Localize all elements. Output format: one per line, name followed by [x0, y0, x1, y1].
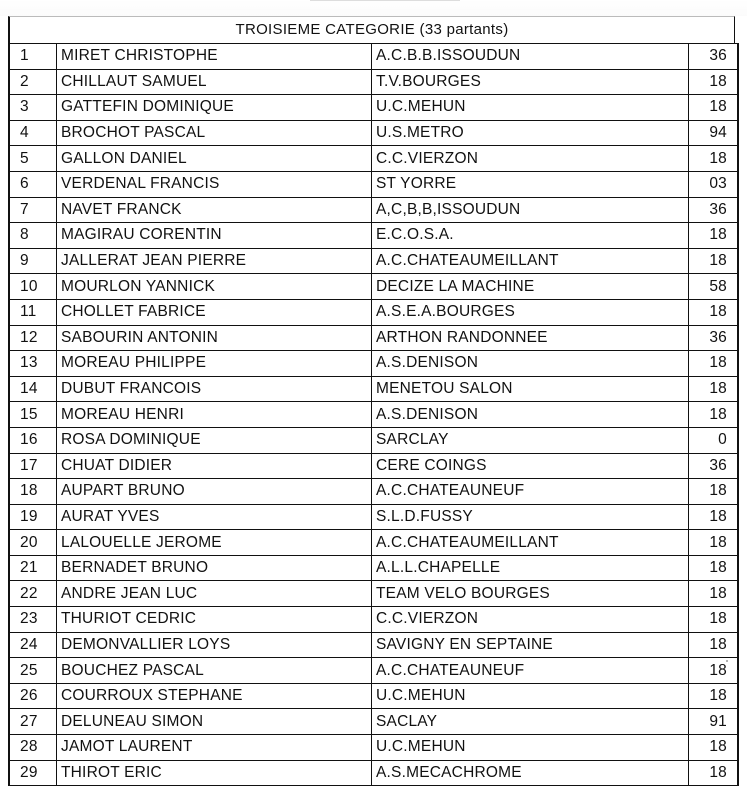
rank-cell: 27 — [9, 709, 57, 735]
rider-name-cell: GALLON DANIEL — [57, 146, 372, 172]
rider-name-cell: MIRET CHRISTOPHE — [57, 44, 372, 70]
rank-cell: 10 — [9, 274, 57, 300]
club-cell: A.C.CHATEAUMEILLANT — [372, 530, 689, 556]
club-cell: ST YORRE — [372, 171, 689, 197]
rank-cell: 9 — [9, 248, 57, 274]
scan-margin — [0, 0, 747, 16]
rank-cell: 25 — [9, 658, 57, 684]
rank-cell: 13 — [9, 351, 57, 377]
department-cell: 0 — [689, 427, 739, 453]
department-cell: 36 — [689, 44, 739, 70]
rider-name-cell: COURROUX STEPHANE — [57, 683, 372, 709]
department-cell: 18 — [689, 223, 739, 249]
department-cell: 18 — [689, 555, 739, 581]
department-cell: 36 — [689, 325, 739, 351]
club-cell: A.C.CHATEAUNEUF — [372, 658, 689, 684]
rank-cell: 3 — [9, 95, 57, 121]
rider-name-cell: AUPART BRUNO — [57, 479, 372, 505]
table-row — [9, 69, 738, 95]
rider-name-cell: BERNADET BRUNO — [57, 555, 372, 581]
department-cell: 91 — [689, 709, 739, 735]
department-cell: 58 — [689, 274, 739, 300]
department-cell: 18 — [689, 376, 739, 402]
rider-name-cell: CHUAT DIDIER — [57, 453, 372, 479]
rider-name-cell: CHILLAUT SAMUEL — [57, 69, 372, 95]
table-row — [9, 555, 738, 581]
rank-cell: 14 — [9, 376, 57, 402]
rank-cell: 24 — [9, 632, 57, 658]
rank-cell: 2 — [9, 69, 57, 95]
rank-cell: 7 — [9, 197, 57, 223]
club-cell: C.C.VIERZON — [372, 607, 689, 633]
department-cell: 18 — [689, 683, 739, 709]
club-cell: A.S.MECACHROME — [372, 760, 689, 786]
table-row — [9, 504, 738, 530]
rider-name-cell: THIROT ERIC — [57, 760, 372, 786]
table-row — [9, 658, 738, 684]
department-cell: 18 — [689, 607, 739, 633]
department-cell: 18 — [689, 504, 739, 530]
club-cell: A.S.DENISON — [372, 402, 689, 428]
club-cell: T.V.BOURGES — [372, 69, 689, 95]
club-cell: MENETOU SALON — [372, 376, 689, 402]
club-cell: A.C.B.B.ISSOUDUN — [372, 44, 689, 70]
table-row — [9, 376, 738, 402]
table-row — [9, 299, 738, 325]
rider-name-cell: THURIOT CEDRIC — [57, 607, 372, 633]
club-cell: U.C.MEHUN — [372, 683, 689, 709]
rank-cell: 18 — [9, 479, 57, 505]
rank-cell: 17 — [9, 453, 57, 479]
club-cell: S.L.D.FUSSY — [372, 504, 689, 530]
club-cell: A.L.L.CHAPELLE — [372, 555, 689, 581]
rider-name-cell: DELUNEAU SIMON — [57, 709, 372, 735]
club-cell: A.S.DENISON — [372, 351, 689, 377]
rider-name-cell: BOUCHEZ PASCAL — [57, 658, 372, 684]
club-cell: U.S.METRO — [372, 120, 689, 146]
department-cell: 18 — [689, 299, 739, 325]
rider-name-cell: VERDENAL FRANCIS — [57, 171, 372, 197]
rider-name-cell: MAGIRAU CORENTIN — [57, 223, 372, 249]
club-cell: SACLAY — [372, 709, 689, 735]
club-cell: E.C.O.S.A. — [372, 223, 689, 249]
department-cell: 18 — [689, 146, 739, 172]
rank-cell: 19 — [9, 504, 57, 530]
rank-cell: 28 — [9, 735, 57, 761]
club-cell: DECIZE LA MACHINE — [372, 274, 689, 300]
table-row — [9, 223, 738, 249]
rank-cell: 15 — [9, 402, 57, 428]
rank-cell: 8 — [9, 223, 57, 249]
department-cell: 18 — [689, 402, 739, 428]
table-row — [9, 479, 738, 505]
rank-cell: 20 — [9, 530, 57, 556]
table-row — [9, 453, 738, 479]
department-cell: 18 — [689, 351, 739, 377]
table-row — [9, 95, 738, 121]
department-cell: 36 — [689, 197, 739, 223]
table-row — [9, 325, 738, 351]
table-row — [9, 530, 738, 556]
department-cell: 18 — [689, 735, 739, 761]
department-cell: 18 — [689, 479, 739, 505]
rider-name-cell: DEMONVALLIER LOYS — [57, 632, 372, 658]
department-cell: 18 — [689, 760, 739, 786]
club-cell: ARTHON RANDONNEE — [372, 325, 689, 351]
department-cell: 18 — [689, 95, 739, 121]
department-cell: 18 — [689, 530, 739, 556]
rider-name-cell: GATTEFIN DOMINIQUE — [57, 95, 372, 121]
table-row — [9, 44, 738, 70]
results-table — [8, 43, 739, 786]
table-row — [9, 427, 738, 453]
rider-name-cell: LALOUELLE JEROME — [57, 530, 372, 556]
table-row — [9, 581, 738, 607]
rank-cell: 26 — [9, 683, 57, 709]
rider-name-cell: MOURLON YANNICK — [57, 274, 372, 300]
rank-cell: 1 — [9, 44, 57, 70]
club-cell: TEAM VELO BOURGES — [372, 581, 689, 607]
rank-cell: 21 — [9, 555, 57, 581]
table-row — [9, 120, 738, 146]
department-cell: 18 — [689, 632, 739, 658]
rider-name-cell: DUBUT FRANCOIS — [57, 376, 372, 402]
scan-speck — [726, 660, 728, 662]
department-cell: 18 — [689, 658, 739, 684]
rider-name-cell: JALLERAT JEAN PIERRE — [57, 248, 372, 274]
rank-cell: 23 — [9, 607, 57, 633]
rank-cell: 11 — [9, 299, 57, 325]
rider-name-cell: CHOLLET FABRICE — [57, 299, 372, 325]
table-row — [9, 709, 738, 735]
rank-cell: 16 — [9, 427, 57, 453]
category-title: TROISIEME CATEGORIE (33 partants) — [8, 16, 735, 43]
table-row — [9, 248, 738, 274]
club-cell: A.C.CHATEAUNEUF — [372, 479, 689, 505]
club-cell: CERE COINGS — [372, 453, 689, 479]
table-row — [9, 632, 738, 658]
club-cell: A.C.CHATEAUMEILLANT — [372, 248, 689, 274]
rider-name-cell: ANDRE JEAN LUC — [57, 581, 372, 607]
results-sheet — [8, 16, 735, 786]
table-row — [9, 274, 738, 300]
rider-name-cell: MOREAU PHILIPPE — [57, 351, 372, 377]
department-cell: 18 — [689, 69, 739, 95]
table-row — [9, 197, 738, 223]
rider-name-cell: AURAT YVES — [57, 504, 372, 530]
scan-artifact-line — [310, 0, 460, 1]
rider-name-cell: ROSA DOMINIQUE — [57, 427, 372, 453]
rank-cell: 22 — [9, 581, 57, 607]
rank-cell: 5 — [9, 146, 57, 172]
table-row — [9, 146, 738, 172]
club-cell: SARCLAY — [372, 427, 689, 453]
table-row — [9, 351, 738, 377]
rank-cell: 29 — [9, 760, 57, 786]
department-cell: 03 — [689, 171, 739, 197]
rider-name-cell: BROCHOT PASCAL — [57, 120, 372, 146]
rank-cell: 12 — [9, 325, 57, 351]
table-row — [9, 683, 738, 709]
rider-name-cell: JAMOT LAURENT — [57, 735, 372, 761]
department-cell: 18 — [689, 581, 739, 607]
table-row — [9, 735, 738, 761]
rider-name-cell: NAVET FRANCK — [57, 197, 372, 223]
results-table-body — [9, 44, 738, 786]
department-cell: 36 — [689, 453, 739, 479]
table-row — [9, 760, 738, 786]
club-cell: A,C,B,B,ISSOUDUN — [372, 197, 689, 223]
club-cell: U.C.MEHUN — [372, 735, 689, 761]
rank-cell: 4 — [9, 120, 57, 146]
club-cell: A.S.E.A.BOURGES — [372, 299, 689, 325]
table-row — [9, 607, 738, 633]
rider-name-cell: SABOURIN ANTONIN — [57, 325, 372, 351]
club-cell: SAVIGNY EN SEPTAINE — [372, 632, 689, 658]
rank-cell: 6 — [9, 171, 57, 197]
club-cell: U.C.MEHUN — [372, 95, 689, 121]
table-row — [9, 402, 738, 428]
rider-name-cell: MOREAU HENRI — [57, 402, 372, 428]
table-row — [9, 171, 738, 197]
club-cell: C.C.VIERZON — [372, 146, 689, 172]
department-cell: 94 — [689, 120, 739, 146]
department-cell: 18 — [689, 248, 739, 274]
